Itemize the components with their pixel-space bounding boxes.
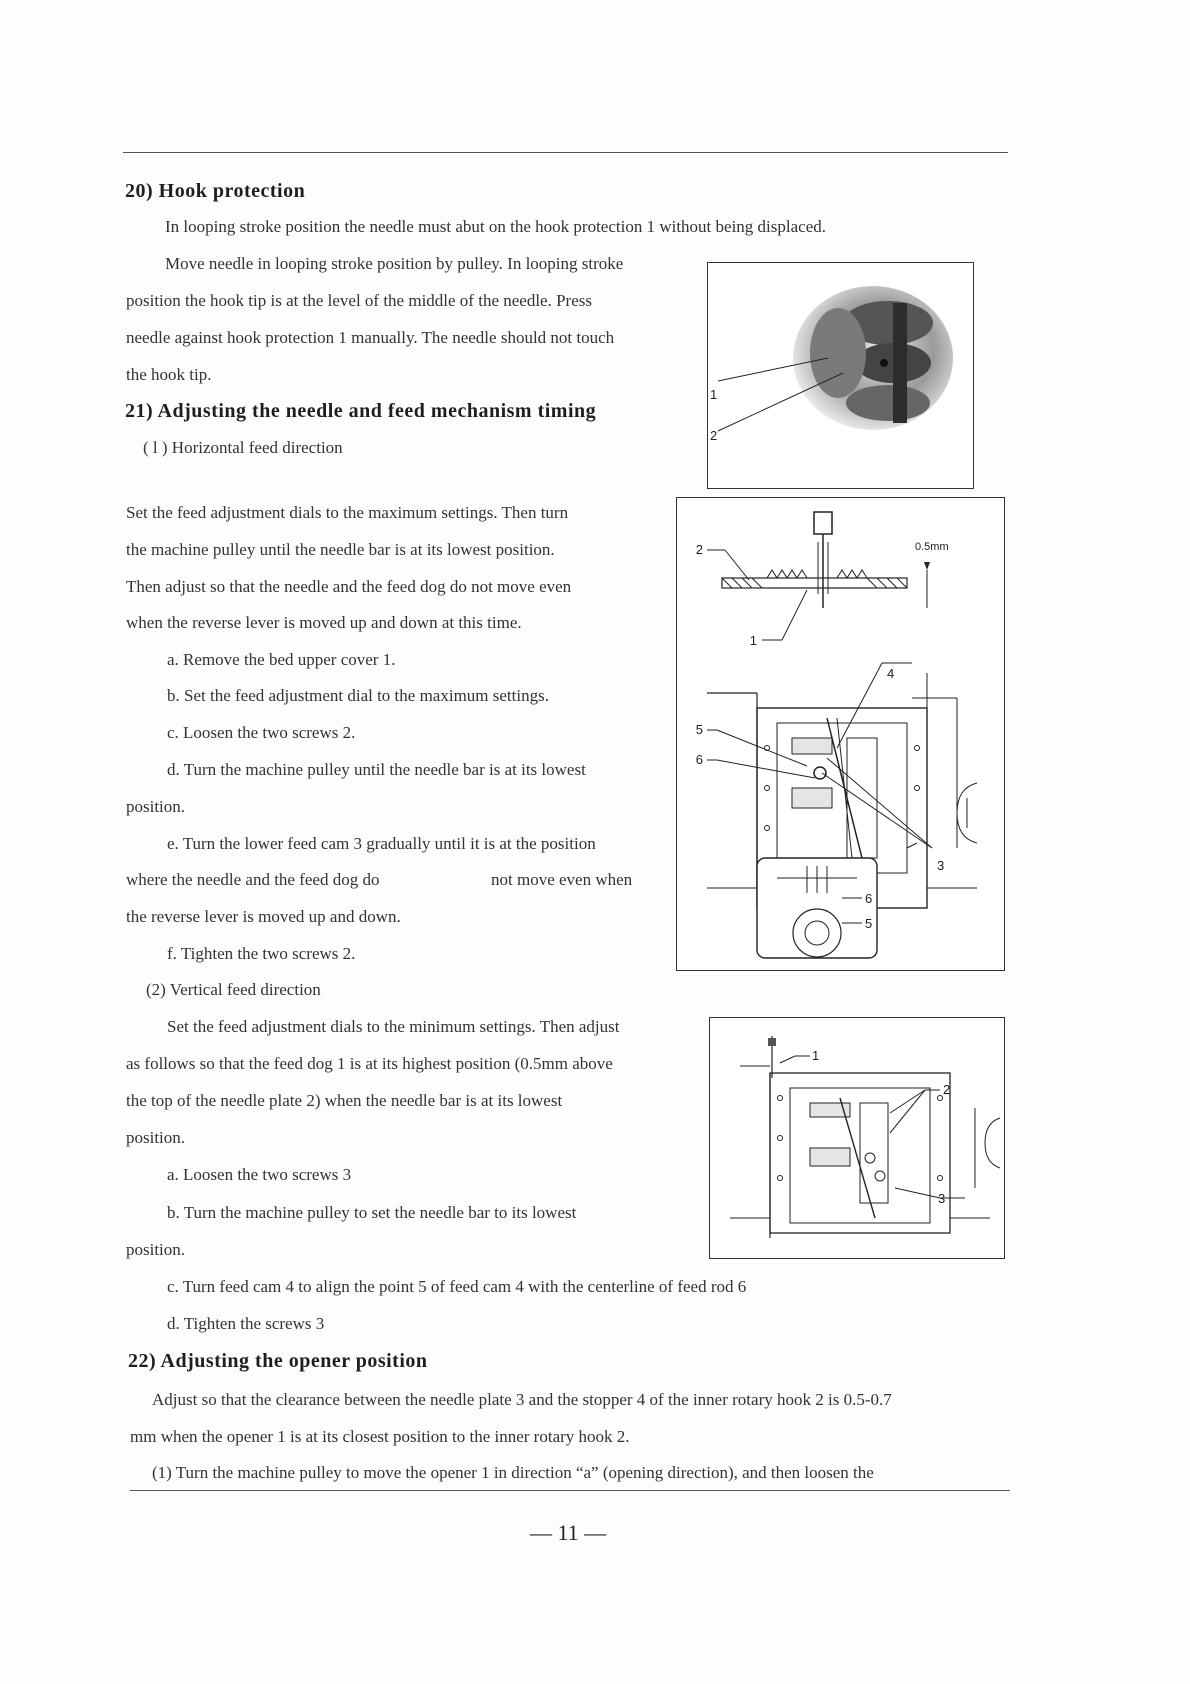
- feed-top-label-2: 2: [695, 542, 703, 557]
- vertical-feed-figure: [709, 1017, 1005, 1259]
- s21-intro-2: the machine pulley until the needle bar is at its lowest position.: [126, 540, 555, 559]
- feed-bottom-label-4: 4: [887, 666, 895, 681]
- step-h-c: c. Loosen the two screws 2.: [167, 723, 356, 742]
- s21-sub-1: ( l ) Horizontal feed direction: [143, 438, 343, 457]
- step-h-d-cont: position.: [126, 797, 186, 816]
- vert-intro-2: as follows so that the feed dog 1 is at its highest position (0.5mm above: [126, 1054, 613, 1073]
- feed-bottom-label-5: 5: [695, 722, 703, 737]
- hook-label-1: 1: [710, 387, 718, 402]
- feed-bottom-label-3: 3: [937, 858, 945, 873]
- feed-bottom-label-6: 6: [695, 752, 703, 767]
- step-h-a: a. Remove the bed upper cover 1.: [167, 650, 396, 669]
- s21-intro-3: Then adjust so that the needle and the feed dog do not move even: [126, 577, 572, 596]
- page-number: — 11 —: [530, 1520, 607, 1545]
- s20-line-1: Move needle in looping stroke position by pulley. In looping stroke: [165, 254, 624, 273]
- s20-line-4: the hook tip.: [126, 365, 212, 384]
- section-21-heading: 21) Adjusting the needle and feed mechanism timing: [125, 400, 597, 422]
- hook-label-2: 2: [710, 428, 718, 443]
- vert-intro-4: position.: [126, 1128, 186, 1147]
- feed-top-label-1: 1: [749, 633, 757, 648]
- hook-protection-figure: [707, 262, 974, 489]
- step-h-e-cont-c: the reverse lever is moved up and down.: [126, 907, 401, 926]
- step-h-e: e. Turn the lower feed cam 3 gradually until it is at the position: [167, 834, 596, 853]
- feed-bottom-label-5b: 5: [865, 916, 873, 931]
- section-20-heading: 20) Hook protection: [125, 180, 306, 202]
- step-h-e-cont-a: where the needle and the feed dog do: [126, 870, 380, 889]
- step-v-d: d. Tighten the screws 3: [167, 1314, 325, 1333]
- step-v-c: c. Turn feed cam 4 to align the point 5 of feed cam 4 with the centerline of feed rod 6: [167, 1277, 747, 1296]
- vertical-label-2: 2: [943, 1082, 951, 1097]
- feed-bottom-label-6b: 6: [865, 891, 873, 906]
- step-v-b-cont: position.: [126, 1240, 186, 1259]
- s22-line-1: Adjust so that the clearance between the needle plate 3 and the stopper 4 of the inner rotary hook 2 is 0.5-0.7: [152, 1390, 892, 1409]
- s20-line-3: needle against hook protection 1 manually. The needle should not touch: [126, 328, 615, 347]
- vert-intro-1: Set the feed adjustment dials to the minimum settings. Then adjust: [167, 1017, 620, 1036]
- feed-top-label-05mm: 0.5mm: [915, 541, 949, 553]
- s21-intro-4: when the reverse lever is moved up and down at this time.: [126, 613, 522, 632]
- s20-line-2: position the hook tip is at the level of the middle of the needle. Press: [126, 291, 592, 310]
- step-v-a: a. Loosen the two screws 3: [167, 1165, 352, 1184]
- step-h-f: f. Tighten the two screws 2.: [167, 944, 356, 963]
- step-h-e-cont-b: not move even when: [491, 870, 633, 889]
- step-v-b: b. Turn the machine pulley to set the needle bar to its lowest: [167, 1203, 577, 1222]
- feed-mechanism-figure: [676, 497, 1005, 971]
- s22-line-2: mm when the opener 1 is at its closest position to the inner rotary hook 2.: [130, 1427, 630, 1446]
- step-h-b: b. Set the feed adjustment dial to the maximum settings.: [167, 686, 549, 705]
- s21-sub-2: (2) Vertical feed direction: [146, 980, 321, 999]
- vertical-label-3: 3: [938, 1191, 946, 1206]
- s22-line-3: (1) Turn the machine pulley to move the opener 1 in direction “a” (opening direction), and then loosen the: [152, 1463, 874, 1482]
- vertical-label-1: 1: [812, 1048, 820, 1063]
- s21-intro-1: Set the feed adjustment dials to the maximum settings. Then turn: [126, 503, 569, 522]
- step-h-d: d. Turn the machine pulley until the needle bar is at its lowest: [167, 760, 586, 779]
- section-22-heading: 22) Adjusting the opener position: [128, 1350, 428, 1372]
- s20-paragraph-1: In looping stroke position the needle must abut on the hook protection 1 without being displaced.: [165, 217, 826, 236]
- vert-intro-3: the top of the needle plate 2) when the needle bar is at its lowest: [126, 1091, 563, 1110]
- top-rule: [123, 152, 1008, 153]
- bottom-rule: [130, 1490, 1010, 1491]
